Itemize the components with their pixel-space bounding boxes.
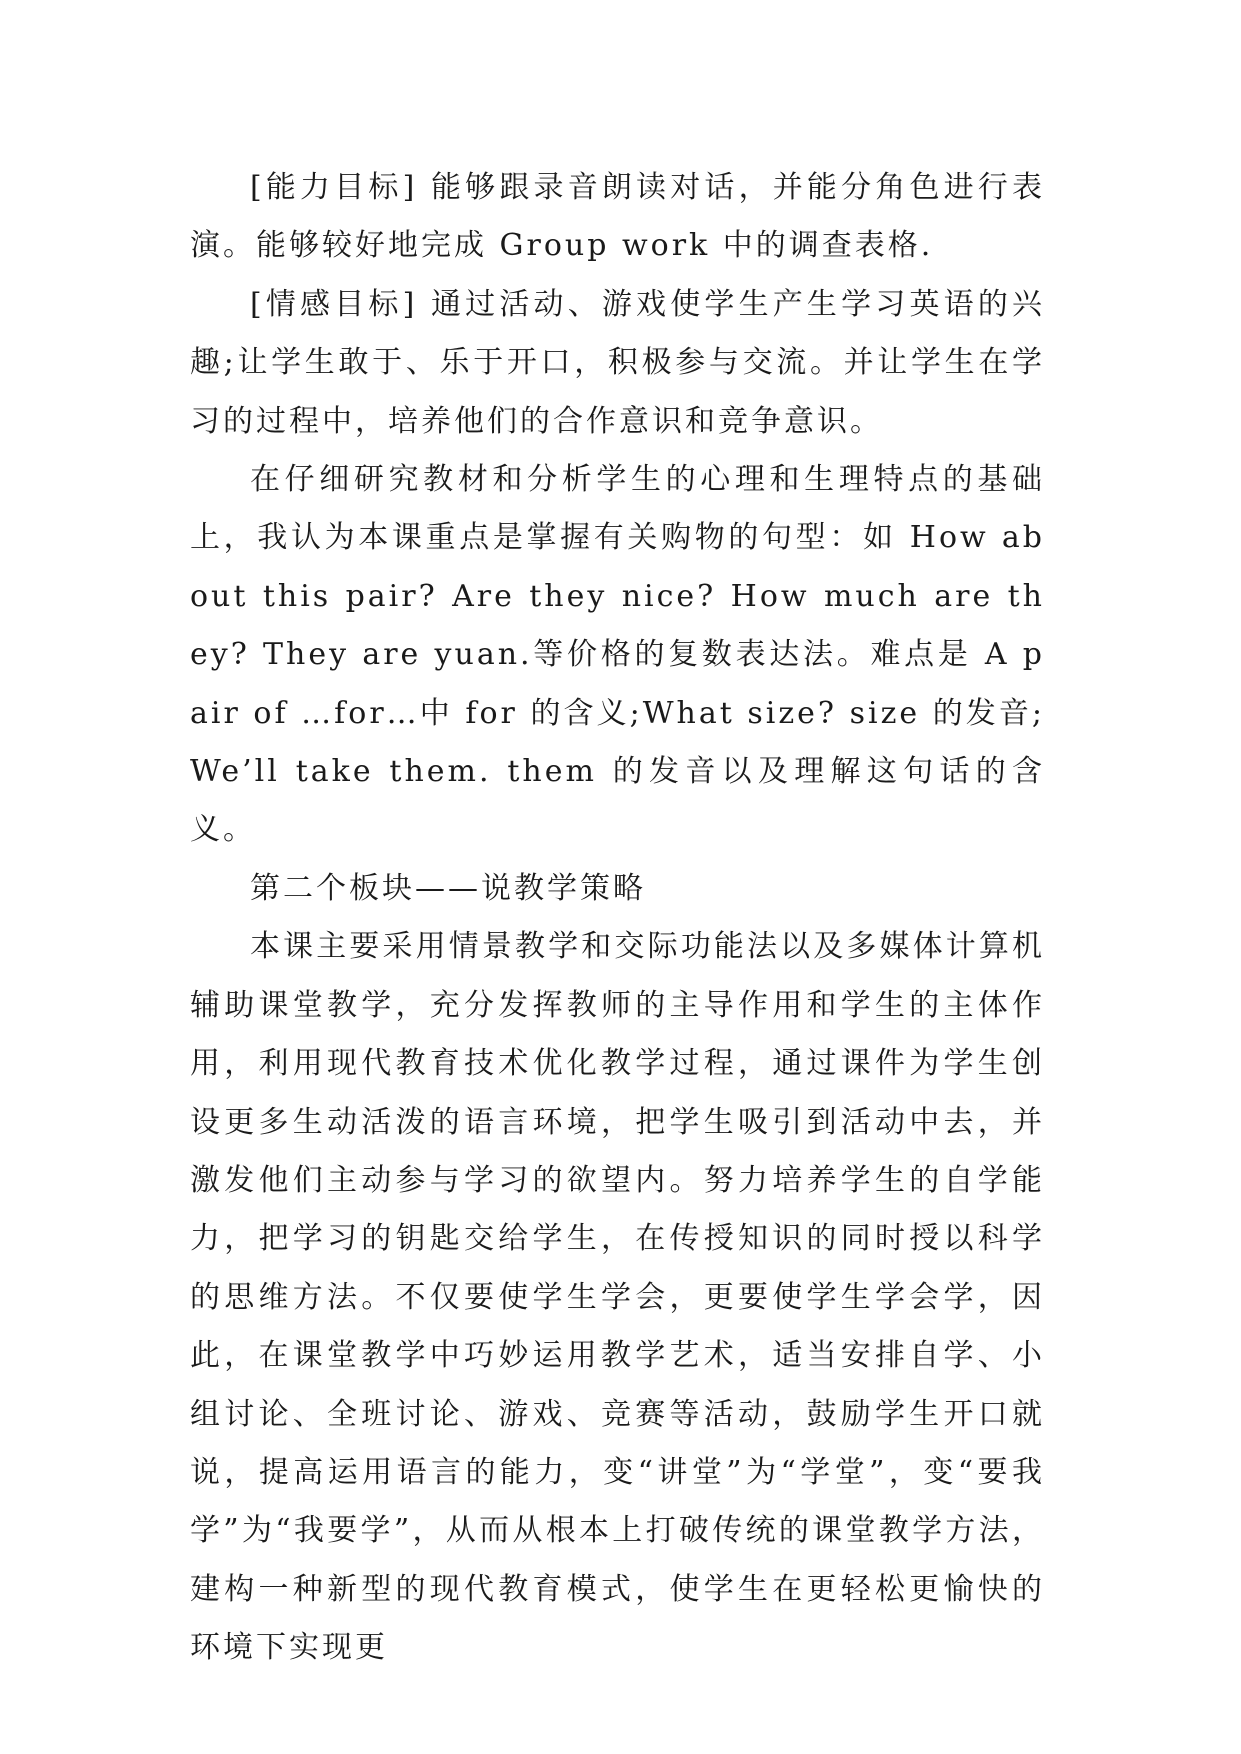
section-heading: 第二个板块——说教学策略 <box>250 870 646 906</box>
paragraph-key-points: 在仔细研究教材和分析学生的心理和生理特点的基础上，我认为本课重点是掌握有关购物的句型：如 How about this pair? Are they nice? How much are they? They are yuan.等价格的复数表达法。难点是 A pair of …for…中 for 的含义;What size? size 的发音;We’ll take them. them 的发音以及理解这句话的含义。 <box>190 462 1045 848</box>
paragraph-teaching-strategy: 本课主要采用情景教学和交际功能法以及多媒体计算机辅助课堂教学，充分发挥教师的主导作用和学生的主体作用，利用现代教育技术优化教学过程，通过课件为学生创设更多生动活泼的语言环境，把学生吸引到活动中去，并激发他们主动参与学习的欲望内。努力培养学生的自学能力，把学习的钥匙交给学生，在传授知识的同时授以科学的思维方法。不仅要使学生学会，更要使学生学会学，因此，在课堂教学中巧妙运用教学艺术，适当安排自学、小组讨论、全班讨论、游戏、竞赛等活动，鼓励学生开口就说，提高运用语言的能力，变“讲堂”为“学堂”，变“要我学”为“我要学”，从而从根本上打破传统的课堂教学方法，建构一种新型的现代教育模式，使学生在更轻松更愉快的环境下实现更 <box>190 929 1045 1666</box>
document-body <box>190 159 1045 1678</box>
paragraph-ability-goal: [能力目标] 能够跟录音朗读对话，并能分角色进行表演。能够较好地完成 Group work 中的调查表格. <box>190 170 1045 264</box>
paragraph-emotion-goal: [情感目标] 通过活动、游戏使学生产生学习英语的兴趣;让学生敢于、乐于开口，积极参与交流。并让学生在学习的过程中，培养他们的合作意识和竞争意识。 <box>190 286 1045 439</box>
